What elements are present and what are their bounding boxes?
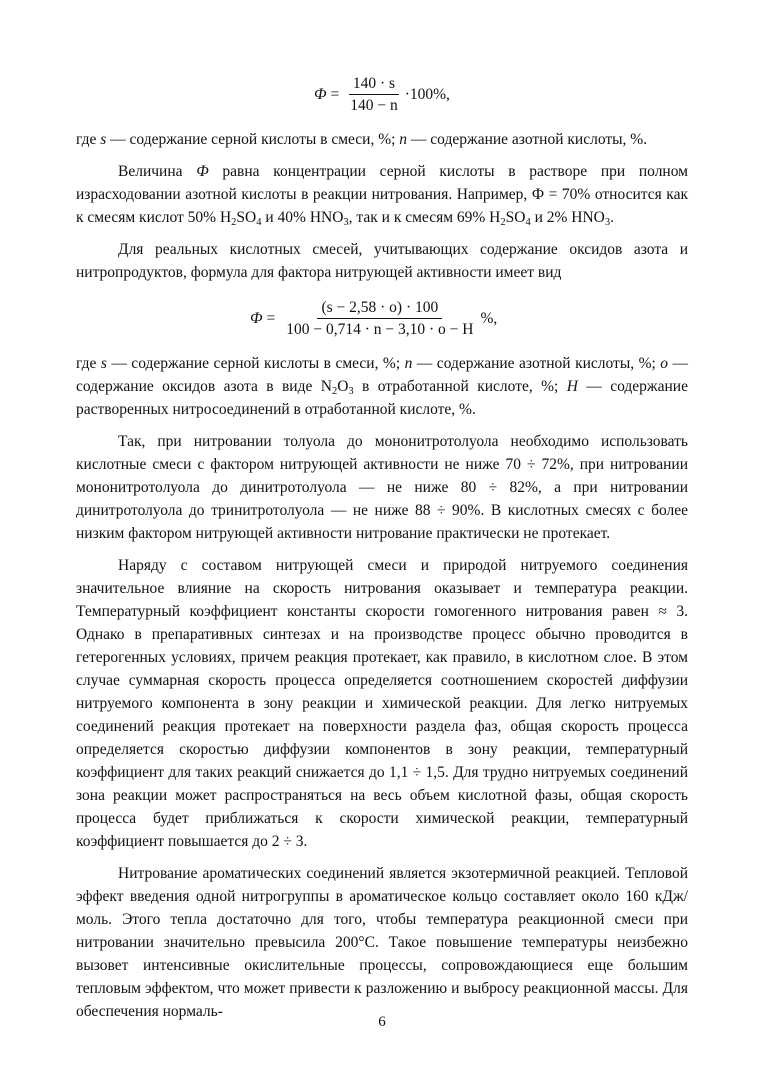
text-span: , так и к смесям 69% H xyxy=(348,209,501,226)
paragraph-temperature-effect: Наряду с составом нитрующей смеси и природой нитруемого соединения значительное влияние на скорость нитрования оказывает и температура реакции. Температурный коэффициент константы скорости гомогенного нитрования равен ≈ 3. Однако в препаративных синтезах и на производстве процесс обычно проводится в гетерогенных условиях, причем реакция протекает, как правило, в кислотном слое. В этом случае суммарная скорость процесса определяется соотношением скоростей диффузии нитруемого компонента в зону реакции и химической реакции. Для легко нитруемых соединений реакция протекает на поверхности раздела фаз, общая скорость процесса определяется скоростью диффузии компонентов в зону реакции, температурный коэффициент для таких реакций снижается до 1,1 ÷ 1,5. Для трудно нитруемых соединений зона реакции может распространяться на весь объем кислотной фазы, общая скорость процесса будет приближаться к скорости химической реакции, температурный коэффициент повышается до 2 ÷ 3. xyxy=(76,557,688,850)
formula2-fraction xyxy=(282,298,477,339)
formula1-tail: ·100%, xyxy=(404,86,450,103)
text-span: где xyxy=(76,131,101,148)
formula1-fraction xyxy=(346,74,402,115)
text-span: — содержание растворенных нитросоединений в отработанной кислоте, %. xyxy=(76,378,688,418)
text-span: . xyxy=(610,209,614,226)
text-span: и 40% HNO xyxy=(261,209,344,226)
formula2-denominator: 100 − 0,714 · n − 3,10 · o − H xyxy=(286,321,474,338)
formula2-numerator: (s − 2,58 · o) · 100 xyxy=(317,298,442,319)
subscript: 4 xyxy=(256,217,262,228)
subscript: 2 xyxy=(331,386,338,397)
subscript: 3 xyxy=(343,217,349,228)
variable-s: s xyxy=(100,355,107,372)
subscript: 3 xyxy=(604,217,611,228)
subscript: 4 xyxy=(525,217,531,228)
page-number: 6 xyxy=(378,1014,386,1030)
text-span: — содержание серной кислоты в смеси, %; xyxy=(106,131,400,148)
text-span: и 2% HNO xyxy=(530,209,605,226)
variable-o: o xyxy=(660,355,669,372)
variable-s: s xyxy=(100,131,107,148)
text-span: Величина xyxy=(118,163,197,180)
variable-n: n xyxy=(399,131,408,148)
formula2-tail: %, xyxy=(480,310,498,327)
text-span: — содержание серной кислоты в смеси, %; xyxy=(106,355,405,372)
text-span: SO xyxy=(505,209,526,226)
text-span: — содержание азотной кислоты, %. xyxy=(407,131,648,148)
text-block-main xyxy=(76,352,688,1023)
variable-h: H xyxy=(566,378,578,395)
formula2-equals: = xyxy=(266,310,276,327)
paragraph-toluene-nitration: Так, при нитровании толуола до мононитротолуола необходимо использовать кислотные смеси с фактором нитрующей активности не ниже 70 ÷ 72%, при нитровании мононитротолуола до динитротолуола — не ниже 80 ÷ 82%, а при нитровании динитротолуола до тринитротолуола — не ниже 88 ÷ 90%. В кислотных смесях с более низким фактором нитрующей активности нитрование практически не протекает. xyxy=(76,433,688,542)
text-span: где xyxy=(76,355,101,372)
formula1-lhs: Ф xyxy=(314,86,327,103)
paragraph-exothermic: Нитрование ароматических соединений является экзотермичной реакцией. Тепловой эффект введения одной нитрогруппы в ароматическое кольцо составляет около 160 кДж/моль. Этого тепла достаточно для того, чтобы температура реакционной смеси при нитровании значительно превысила 200°С. Такое повышение температуры неизбежно вызовет интенсивные окислительные процессы, сопровождающиеся еще большим тепловым эффектом, что может привести к разложению и выбросу реакционной массы. Для обеспечения нормаль- xyxy=(76,865,688,1020)
variable-phi: Ф xyxy=(196,163,209,180)
text-span: в отработанной кислоте, %; xyxy=(353,378,567,395)
text-span: — содержание азотной кислоты, %; xyxy=(412,355,661,372)
formula1-numerator: 140 · s xyxy=(349,74,399,95)
subscript: 2 xyxy=(231,217,237,228)
paragraph-real-mixtures: Для реальных кислотных смесей, учитывающих содержание оксидов азота и нитропродуктов, формула для фактора нитрующей активности имеет вид xyxy=(76,241,688,281)
formula-real-mixtures xyxy=(250,298,497,339)
paragraph-where-2 xyxy=(76,352,688,421)
text-span: равна концентрации серной кислоты в растворе при полном израсходовании азотной кислоты в реакции нитрования. Например, Ф = 70% относится как к смесям кислот 50% H xyxy=(76,163,688,226)
formula1-denominator: 140 − n xyxy=(350,97,398,114)
text-span: O xyxy=(337,378,349,395)
formula-nitrating-activity xyxy=(314,74,450,115)
paragraph-where-1 xyxy=(76,128,688,151)
variable-n: n xyxy=(404,355,413,372)
text-span: — содержание оксидов азота в виде N xyxy=(76,355,688,395)
subscript: 3 xyxy=(348,386,354,397)
formula2-lhs: Ф xyxy=(250,310,263,327)
text-block-top xyxy=(76,128,688,284)
subscript: 2 xyxy=(500,217,506,228)
formula1-equals: = xyxy=(330,86,340,103)
text-span: SO xyxy=(236,209,257,226)
paragraph-value-phi xyxy=(76,160,688,229)
